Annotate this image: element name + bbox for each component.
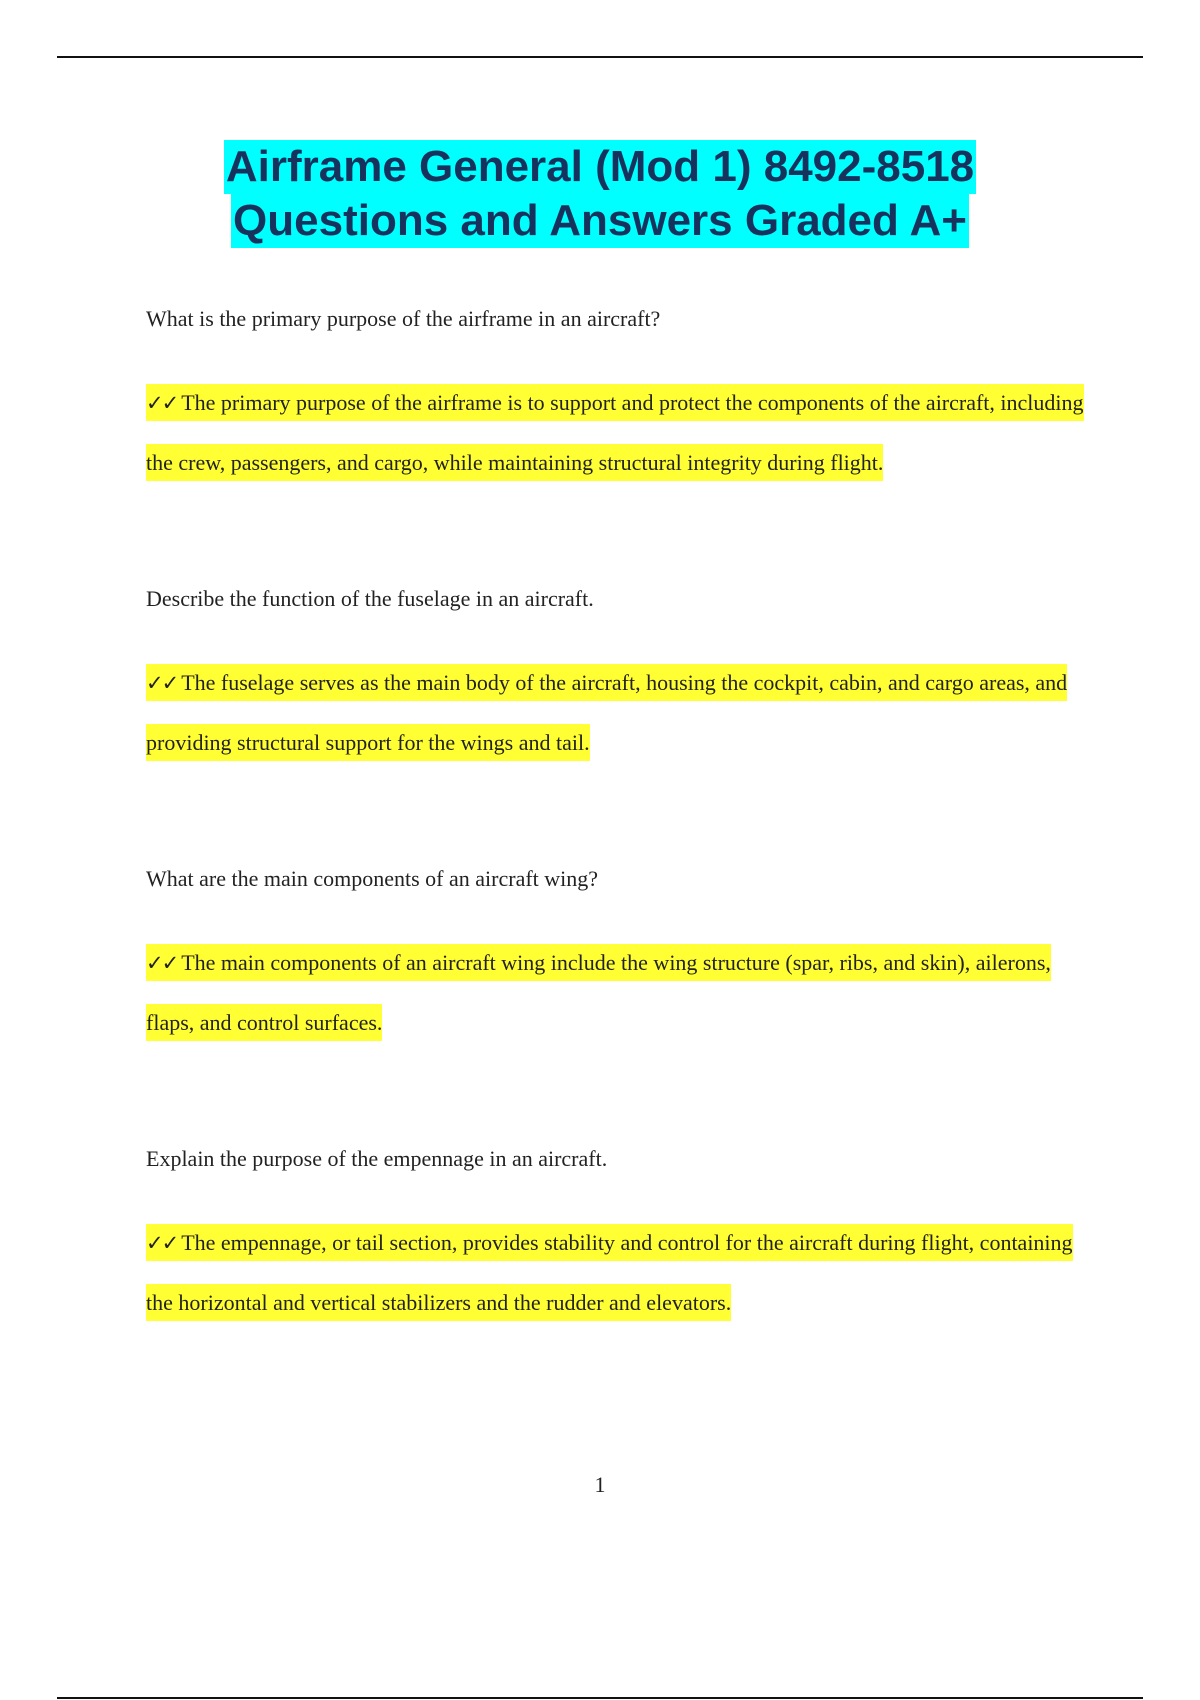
page-number: 1: [594, 1472, 606, 1497]
answer-text: The main components of an aircraft wing include the wing structure (spar, ribs, and skin), ailerons, flaps, and control surfaces.: [146, 950, 1051, 1035]
title-line-1: Airframe General (Mod 1) 8492-8518: [224, 140, 976, 194]
question-text: What is the primary purpose of the airframe in an aircraft?: [146, 306, 661, 331]
qa-item: [146, 1145, 1086, 1425]
answer-block: [146, 933, 1086, 1053]
answer-block: [146, 1213, 1086, 1333]
qa-item: [146, 305, 1086, 585]
question-text: Describe the function of the fuselage in an aircraft.: [146, 586, 594, 611]
answer-block: [146, 653, 1086, 773]
check-icon: ✓✓: [146, 951, 178, 975]
bottom-rule: [57, 1697, 1143, 1699]
title-line-2: Questions and Answers Graded A+: [231, 194, 969, 248]
answer-block: [146, 373, 1086, 493]
answer-text: The fuselage serves as the main body of the aircraft, housing the cockpit, cabin, and cargo areas, and providing structural support for the wings and tail.: [146, 670, 1068, 755]
check-icon: ✓✓: [146, 671, 178, 695]
check-icon: ✓✓: [146, 391, 178, 415]
answer-text: The empennage, or tail section, provides stability and control for the aircraft during flight, containing the horizontal and vertical stabilizers and the rudder and elevators.: [146, 1230, 1073, 1315]
question-text: Explain the purpose of the empennage in an aircraft.: [146, 1146, 608, 1171]
check-icon: ✓✓: [146, 1231, 178, 1255]
qa-item: [146, 585, 1086, 865]
top-rule: [57, 56, 1143, 58]
answer-text: The primary purpose of the airframe is to support and protect the components of the aircraft, including the crew, passengers, and cargo, while maintaining structural integrity during flight.: [146, 390, 1084, 475]
document-title: [0, 140, 1200, 248]
qa-item: [146, 865, 1086, 1145]
question-text: What are the main components of an aircraft wing?: [146, 866, 599, 891]
qa-list: [146, 305, 1086, 1425]
